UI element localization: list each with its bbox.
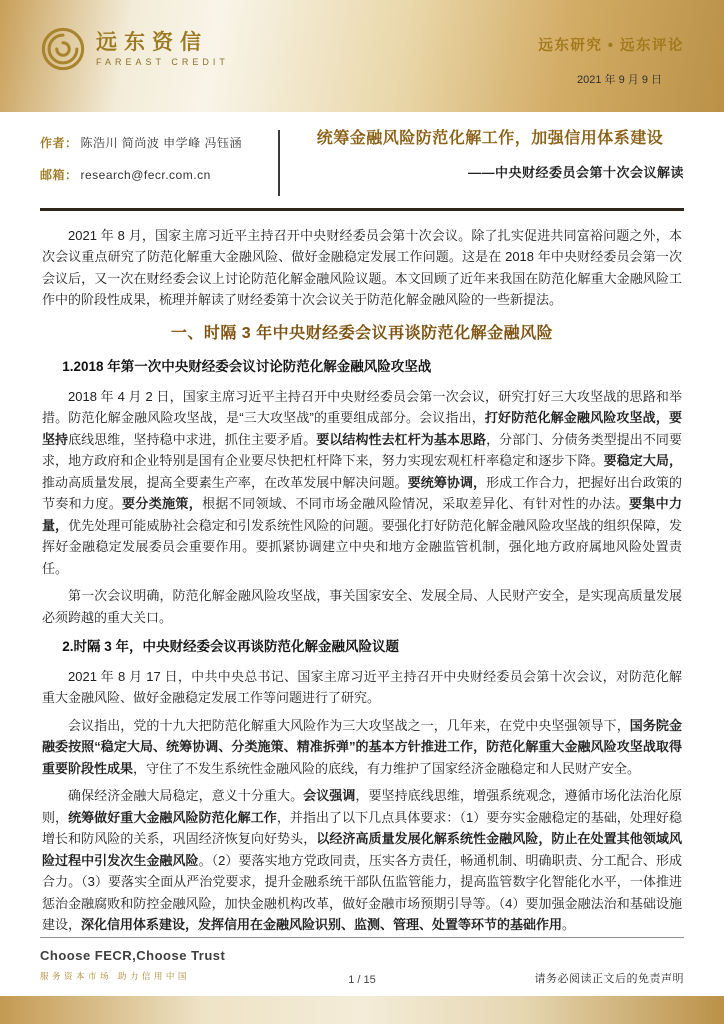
authors-names: 陈浩川 简尚波 申学峰 冯钰涵: [80, 136, 243, 150]
header-band: [0, 0, 724, 112]
body-paragraph: [42, 666, 682, 709]
sub-section-heading: [42, 636, 682, 658]
text-run: 2021 年 8 月 17 日，中共中央总书记、国家主席习近平主持召开中央财经委员会第十次会议，对防范化解重大金融风险、做好金融稳定发展工作等问题进行了研究。: [42, 668, 682, 705]
footer-band: [0, 996, 724, 1024]
body-paragraph: [42, 386, 682, 580]
text-run: 确保经济金融大局稳定，意义十分重大。: [68, 788, 304, 803]
emphasis-text: 深化信用体系建设，发挥信用在金融风险识别、监测、管理、处置等环节的基础作用: [81, 917, 563, 932]
emphasis-text: 要集中力量，: [42, 496, 682, 533]
email-line: [40, 166, 278, 183]
emphasis-text: 以经济高质量发展化解系统性金融风险，防止在处置其他领域风险过程中引发次生金融风险: [42, 831, 682, 868]
authors-line: [40, 134, 278, 151]
disclaimer-note: 请务必阅读正文后的免责声明: [534, 973, 684, 985]
text-run: 会议指出，党的十九大把防范化解重大风险作为三大攻坚战之一，几年来，在党中央坚强领导下，: [68, 717, 630, 733]
fareast-swirl-logo-icon: [40, 26, 86, 72]
body-paragraph: [42, 715, 682, 780]
logo-text: [96, 32, 229, 67]
text-run: 1.2018 年第一次中央财经委会议讨论防范化解金融风险攻坚战: [62, 359, 432, 374]
footer-slogan-cn: 服务资本市场 助力信用中国: [40, 971, 190, 981]
footer-row: [0, 948, 724, 994]
text-run: 推动高质量发展，提高全要素生产率，在改革发展中解决问题。: [42, 474, 408, 490]
text-run: 2018 年 4 月 2 日，国家主席习近平主持召开中央财经委员会第一次会议，研究打好三大攻坚战的思路和举措。防范化解金融风险攻坚战，是“三大攻坚战”的重要组成部分。会议指出，: [42, 388, 682, 425]
emphasis-text: 打好防范化解金融风险攻坚战，要坚持: [42, 410, 682, 447]
text-run: 一、时隔 3 年中央财经委会议再谈防范化解金融风险: [170, 324, 554, 342]
document-title: 统筹金融风险防范化解工作，加强信用体系建设: [316, 130, 664, 147]
emphasis-text: 会议强调: [303, 788, 356, 803]
footer: [0, 937, 724, 994]
footer-rule: [40, 937, 684, 938]
text-run: 第一次会议明确，防范化解金融风险攻坚战，事关国家安全、发展全局、人民财产安全，是实现高质量发展必须跨越的重大关口。: [42, 588, 682, 625]
text-run: 优先处理可能威胁社会稳定和引发系统性风险的问题。要强化打好防范化解金融风险攻坚战的组织保障，发挥好金融稳定发展委员会重要作用。要抓紧协调建立中央和地方金融监管机制，强化地方政府属地风险处置责任。: [42, 517, 682, 576]
title-block: [280, 128, 684, 198]
authors-label: 作者：: [40, 136, 78, 150]
meta-row: [0, 112, 724, 198]
footer-slogan-en: Choose FECR,Choose Trust: [40, 948, 226, 963]
body-paragraph: [42, 585, 682, 628]
emphasis-text: 要统筹协调，: [407, 474, 487, 490]
emphasis-text: 要以结构性去杠杆为基本思路: [316, 431, 487, 447]
text-run: ，分部门、分债务类型提出不同要求，地方政府和企业特别是国有企业要尽快把杠杆降下来，努力实现宏观杠杆率稳定和逐步下降。: [42, 431, 682, 468]
series-title: 远东研究 • 远东评论: [538, 38, 684, 54]
body-paragraph: [42, 225, 682, 311]
text-run: 2021 年 8 月，国家主席习近平主持召开中央财经委员会第十次会议。除了扎实促进共同富裕问题之外，本次会议重点研究了防范化解重大金融风险、做好金融稳定发展工作问题。这是在 2018 年中央财经委员会第一次会议后，又一次在财经委会议上讨论防范化解金融风险议题。本文回顾了近年来我国在防范化解重大金融风险工作中的阶段性成果，梳理并解读了财经委第十次会议关于防范化解金融风险的一些新提法。: [42, 227, 682, 307]
header-band-right: [538, 26, 684, 87]
emphasis-text: 要分类施策，: [122, 496, 203, 511]
text-run: ，守住了不发生系统性金融风险的底线，有力维护了国家经济金融稳定和人民财产安全。: [133, 760, 641, 776]
emphasis-text: 要稳定大局，: [603, 453, 682, 468]
text-run: ，要坚持底线思维，增强系统观念，遵循市场化法治化原则，: [42, 788, 682, 825]
emphasis-text: 国务院金融委按照“稳定大局、统筹协调、分类施策、精准拆弹”的基本方针推进工作，防范化解重大金融风险攻坚战取得重要阶段性成果: [42, 717, 682, 776]
body-paragraph: [42, 785, 682, 936]
logo-name-cn: 远东资信: [96, 30, 208, 54]
document-subtitle: ——中央财经委员会第十次会议解读: [467, 165, 684, 181]
emphasis-text: 统筹做好重大金融风险防范化解工作: [68, 809, 277, 825]
text-run: 。（2）要落实地方党政同责，压实各方责任，畅通机制、明确职责、分工配合、形成合力。（3）要落实全面从严治党要求，提升金融系统干部队伍监管能力，提高监管数字化智能化水平，一体推进惩治金融腐败和防控金融风险，加快金融机构改革，做好金融市场预期引导等。（4）要加强金融法治和基础设施建设，: [42, 852, 682, 932]
text-run: ，并指出了以下几点具体要求：（1）要夯实金融稳定的基础，处理好稳增长和防风险的关系，巩固经济恢复向好势头，: [42, 809, 682, 846]
logo-name-en: FAREAST CREDIT: [96, 56, 229, 67]
email-address[interactable]: research@fecr.com.cn: [80, 168, 211, 182]
email-label: 邮箱：: [40, 168, 78, 182]
text-run: 2.时隔 3 年，中央财经委会议再谈防范化解金融风险议题: [62, 639, 400, 654]
company-logo: [40, 26, 229, 72]
author-block: [40, 128, 278, 198]
report-date: 2021 年 9 月 9 日: [577, 74, 662, 86]
text-run: 形成工作合力，把握好出台政策的节奏和力度。: [42, 474, 682, 511]
page-number: 1 / 15: [348, 974, 376, 986]
text-run: 底线思维，坚持稳中求进，抓住主要矛盾。: [68, 431, 317, 447]
text-run: 。: [562, 917, 576, 932]
document-body: [0, 211, 724, 936]
text-run: 根据不同领域、不同市场金融风险情况，采取差异化、有针对性的办法。: [202, 496, 629, 511]
sub-section-heading: [42, 356, 682, 378]
section-heading: [42, 323, 682, 345]
